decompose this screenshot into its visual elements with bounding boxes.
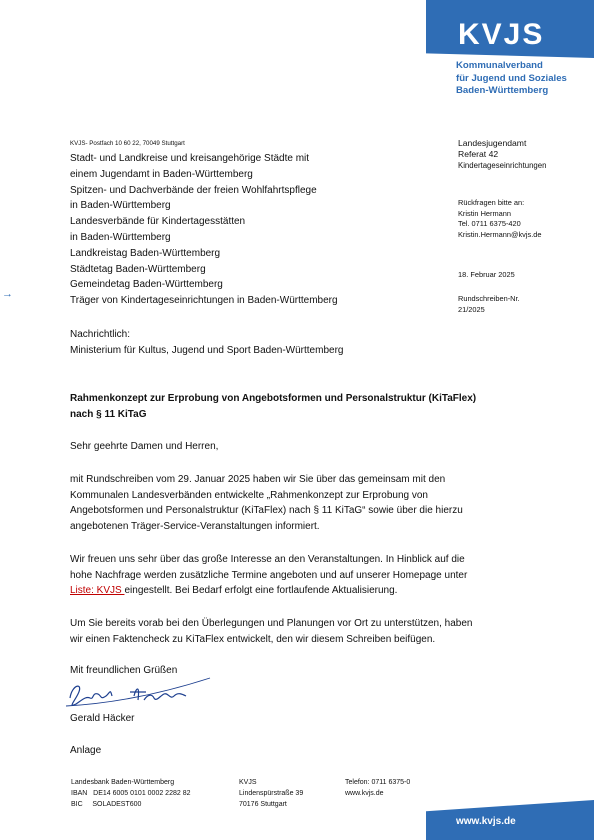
footer-url[interactable]: www.kvjs.de — [456, 816, 516, 827]
recipient-line: in Baden-Württemberg — [70, 200, 171, 212]
subject — [70, 391, 476, 423]
paragraph-2 — [70, 552, 467, 599]
subject-line: nach § 11 KiTaG — [70, 409, 147, 420]
footer-website[interactable]: www.kvjs.de — [345, 790, 384, 797]
salutation: Sehr geehrte Damen und Herren, — [70, 441, 219, 452]
reference-label: Rundschreiben-Nr. — [458, 294, 520, 303]
paragraph-line: wir einen Faktencheck zu KiTaFlex entwickelt, den wir diesem Schreiben beifügen. — [70, 633, 436, 645]
contact-name: Kristin Hermann — [458, 208, 511, 218]
logo-subtitle-line: Baden-Württemberg — [456, 85, 549, 96]
footer-bank — [71, 777, 190, 810]
paragraph-1 — [70, 472, 463, 534]
cc-block — [70, 327, 343, 358]
arrow-right-icon: → — [2, 288, 13, 300]
footer-address — [239, 777, 303, 810]
logo-subtitle — [456, 60, 567, 98]
paragraph-line: Angebotsformen und Personalstruktur (KiTaFlex) nach § 11 KiTaG“ sowie über die hierzu — [70, 505, 463, 517]
paragraph-line-rest: eingestellt. Bei Bedarf erfolgt eine fortlaufende Aktualisierung. — [124, 585, 398, 597]
paragraph-line — [70, 583, 467, 599]
contact-email[interactable]: Kristin.Hermann@kvjs.de — [458, 229, 542, 239]
closing: Mit freundlichen Grüßen — [70, 665, 178, 676]
paragraph-line: angebotenen Träger-Service-Veranstaltungen informiert. — [70, 520, 320, 532]
subject-line: Rahmenkonzept zur Erprobung von Angebotsformen und Personalstruktur (KiTaFlex) — [70, 393, 477, 404]
logo-wordmark: KVJS — [458, 18, 545, 51]
contact-phone: Tel. 0711 6375-420 — [458, 219, 521, 228]
handwritten-signature — [64, 674, 214, 714]
footer-line: KVJS — [239, 779, 257, 786]
paragraph-line: hohe Nachfrage werden zusätzliche Termine angeboten und auf unserer Homepage unter — [70, 569, 468, 581]
footer-contact — [345, 777, 410, 799]
office-line: Kindertageseinrichtungen — [458, 161, 547, 170]
paragraph-line: Um Sie bereits vorab bei den Überlegungen und Planungen vor Ort zu unterstützen, haben — [70, 618, 473, 629]
office-line: Landesjugendamt — [458, 138, 527, 148]
footer-line: Landesbank Baden-Württemberg — [71, 779, 175, 786]
recipient-line: einem Jugendamt in Baden-Württemberg — [70, 168, 253, 180]
footer-line: IBAN DE14 6005 0101 0002 2282 82 — [71, 790, 191, 797]
recipient-line: Träger von Kindertageseinrichtungen in Baden-Württemberg — [70, 295, 338, 307]
cc-text: Ministerium für Kultus, Jugend und Sport Baden-Württemberg — [70, 344, 344, 356]
recipient-line: Stadt- und Landkreise und kreisangehörige Städte mit — [70, 153, 310, 164]
logo-subtitle-line: für Jugend und Soziales — [456, 72, 567, 84]
letter-date: 18. Februar 2025 — [458, 270, 515, 279]
footer-line: Lindenspürstraße 39 — [239, 790, 304, 797]
footer-line: Telefon: 0711 6375-0 — [345, 779, 411, 786]
contact-block — [458, 198, 542, 240]
reference-number: 21/2025 — [458, 304, 485, 314]
reference-block — [458, 294, 520, 315]
cc-label: Nachrichtlich: — [70, 329, 131, 340]
footer-line: 70176 Stuttgart — [239, 801, 287, 808]
recipient-line: Landkreistag Baden-Württemberg — [70, 247, 221, 259]
office-line: Referat 42 — [458, 149, 499, 159]
paragraph-line: Kommunalen Landesverbänden entwickelte „Rahmenkonzept zur Erprobung von — [70, 489, 428, 501]
attachment-label: Anlage — [70, 745, 102, 756]
recipient-line: in Baden-Württemberg — [70, 231, 171, 243]
office-block — [458, 138, 546, 171]
paragraph-line: Wir freuen uns sehr über das große Interesse an den Veranstaltungen. In Hinblick auf die — [70, 554, 465, 565]
recipient-line: Spitzen- und Dachverbände der freien Wohlfahrtspflege — [70, 184, 317, 196]
footer-line: BIC SOLADEST600 — [71, 801, 142, 808]
recipient-line: Landesverbände für Kindertagesstätten — [70, 216, 246, 228]
recipient-block — [70, 151, 338, 309]
paragraph-3 — [70, 616, 472, 647]
paragraph-line: mit Rundschreiben vom 29. Januar 2025 haben wir Sie über das gemeinsam mit den — [70, 474, 446, 485]
recipient-line: Gemeindetag Baden-Württemberg — [70, 279, 223, 291]
homepage-list-link[interactable]: Liste: KVJS — [70, 585, 125, 597]
signature-name: Gerald Häcker — [70, 713, 135, 724]
logo-subtitle-line: Kommunalverband — [456, 60, 543, 71]
sender-line: KVJS- Postfach 10 60 22, 70049 Stuttgart — [70, 140, 185, 147]
recipient-line: Städtetag Baden-Württemberg — [70, 263, 206, 275]
contact-label: Rückfragen bitte an: — [458, 198, 525, 207]
